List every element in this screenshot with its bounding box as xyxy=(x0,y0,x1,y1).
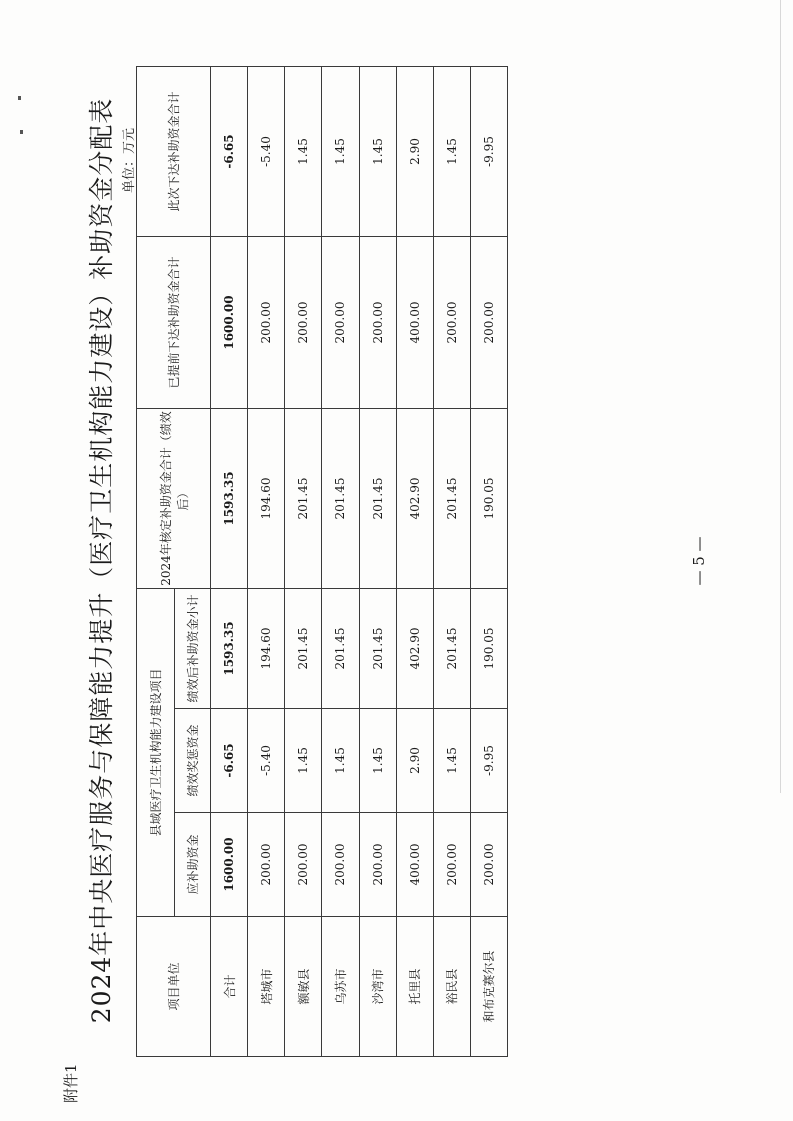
cell-sub: 194.60 xyxy=(248,589,285,709)
cell-unit: 合计 xyxy=(211,917,248,1057)
col-header-advance-total: 已提前下达补助资金合计 xyxy=(137,237,211,409)
cell-advance: 200.00 xyxy=(470,237,507,409)
cell-due: 200.00 xyxy=(248,813,285,917)
table-row xyxy=(359,67,396,1057)
cell-perf: 1.45 xyxy=(322,709,359,813)
cell-approved: 201.45 xyxy=(433,409,470,589)
table-row xyxy=(211,67,248,1057)
cell-perf: 1.45 xyxy=(433,709,470,813)
cell-due: 200.00 xyxy=(470,813,507,917)
cell-sub: 402.90 xyxy=(396,589,433,709)
table-row xyxy=(470,67,507,1057)
col-header-post-perf-subtotal: 绩效后补助资金小计 xyxy=(175,589,211,709)
table-row xyxy=(285,67,322,1057)
cell-advance: 200.00 xyxy=(248,237,285,409)
cell-current: 1.45 xyxy=(322,67,359,237)
cell-due: 200.00 xyxy=(285,813,322,917)
cell-current: 1.45 xyxy=(285,67,322,237)
cell-current: 1.45 xyxy=(359,67,396,237)
cell-approved: 201.45 xyxy=(322,409,359,589)
unit-label: 单位：万元 xyxy=(122,127,137,193)
cell-sub: 201.45 xyxy=(359,589,396,709)
cell-unit: 额敏县 xyxy=(285,917,322,1057)
cell-current: -9.95 xyxy=(470,67,507,237)
cell-unit: 塔城市 xyxy=(248,917,285,1057)
cell-current: 2.90 xyxy=(396,67,433,237)
cell-approved: 1593.35 xyxy=(211,409,248,589)
cell-unit: 裕民县 xyxy=(433,917,470,1057)
page-title: 2024年中央医疗服务与保障能力提升（医疗卫生机构能力建设）补助资金分配表 xyxy=(87,97,116,1024)
cell-due: 200.00 xyxy=(359,813,396,917)
cell-perf: 2.90 xyxy=(396,709,433,813)
cell-unit: 托里县 xyxy=(396,917,433,1057)
allocation-table-wrap xyxy=(136,67,508,1057)
col-header-group: 县域医疗卫生机构能力建设项目 xyxy=(137,589,175,917)
cell-approved: 190.05 xyxy=(470,409,507,589)
cell-current: -5.40 xyxy=(248,67,285,237)
cell-advance: 400.00 xyxy=(396,237,433,409)
allocation-table xyxy=(136,66,508,1057)
col-header-approved-total: 2024年核定补助资金合计（绩效后） xyxy=(137,409,211,589)
cell-sub: 201.45 xyxy=(433,589,470,709)
scan-speck xyxy=(20,130,23,134)
cell-advance: 200.00 xyxy=(285,237,322,409)
cell-current: -6.65 xyxy=(211,67,248,237)
cell-approved: 201.45 xyxy=(285,409,322,589)
cell-sub: 190.05 xyxy=(470,589,507,709)
cell-perf: -5.40 xyxy=(248,709,285,813)
cell-unit: 和布克赛尔县 xyxy=(470,917,507,1057)
cell-perf: 1.45 xyxy=(359,709,396,813)
cell-perf: 1.45 xyxy=(285,709,322,813)
table-row xyxy=(433,67,470,1057)
annex-label: 附件1 xyxy=(62,1063,80,1103)
cell-unit: 沙湾市 xyxy=(359,917,396,1057)
cell-due: 400.00 xyxy=(396,813,433,917)
cell-due: 1600.00 xyxy=(211,813,248,917)
table-row xyxy=(248,67,285,1057)
scan-speck xyxy=(18,96,21,100)
cell-approved: 402.90 xyxy=(396,409,433,589)
cell-approved: 201.45 xyxy=(359,409,396,589)
col-header-perf-reward: 绩效奖惩资金 xyxy=(175,709,211,813)
cell-unit: 乌苏市 xyxy=(322,917,359,1057)
cell-current: 1.45 xyxy=(433,67,470,237)
table-row xyxy=(396,67,433,1057)
cell-advance: 200.00 xyxy=(322,237,359,409)
cell-due: 200.00 xyxy=(433,813,470,917)
table-body xyxy=(211,67,508,1057)
col-header-current-total: 此次下达补助资金合计 xyxy=(137,67,211,237)
cell-sub: 201.45 xyxy=(322,589,359,709)
col-header-due-subsidy: 应补助资金 xyxy=(175,813,211,917)
cell-sub: 201.45 xyxy=(285,589,322,709)
cell-perf: -6.65 xyxy=(211,709,248,813)
table-row xyxy=(322,67,359,1057)
page-number: — 5 — xyxy=(690,536,708,586)
cell-perf: -9.95 xyxy=(470,709,507,813)
cell-approved: 194.60 xyxy=(248,409,285,589)
cell-advance: 200.00 xyxy=(359,237,396,409)
col-header-project-unit: 项目单位 xyxy=(137,917,211,1057)
cell-advance: 1600.00 xyxy=(211,237,248,409)
cell-sub: 1593.35 xyxy=(211,589,248,709)
cell-advance: 200.00 xyxy=(433,237,470,409)
cell-due: 200.00 xyxy=(322,813,359,917)
